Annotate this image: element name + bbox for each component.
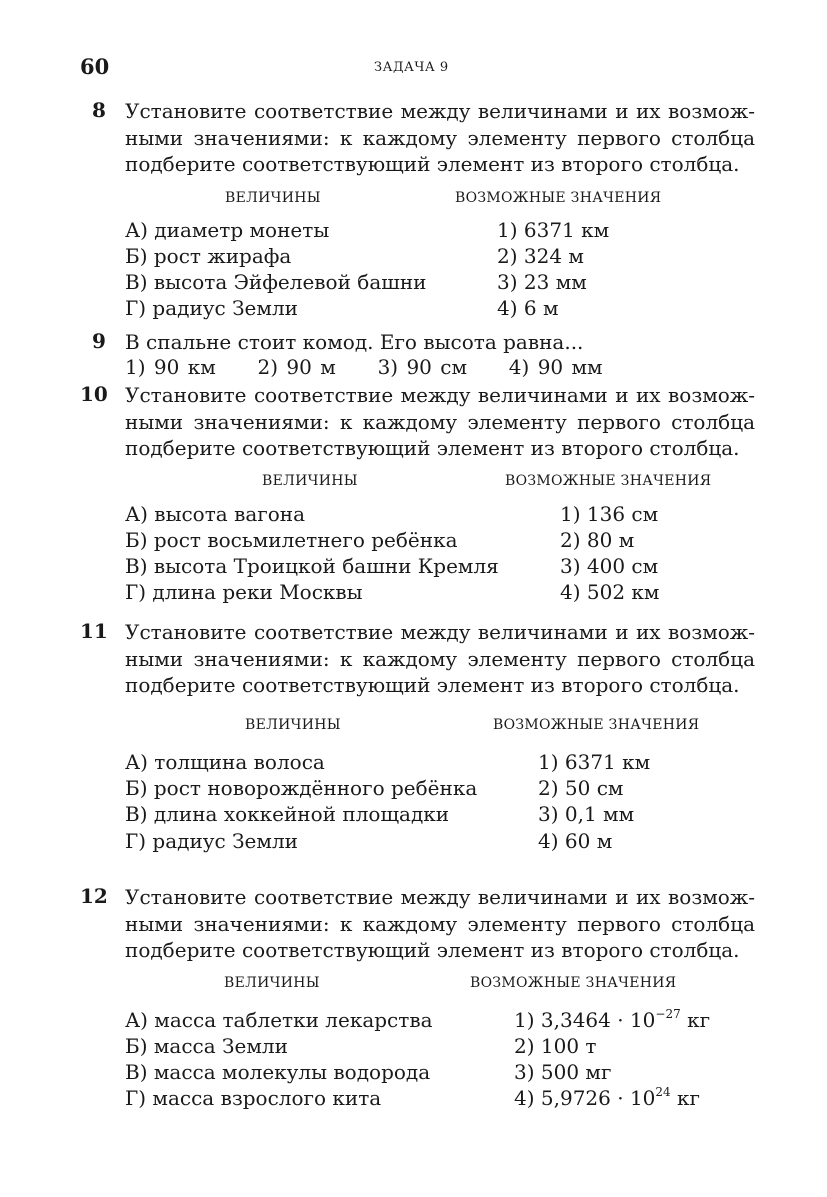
task-text-line: Установите соответствие между величинами и их возмож- (125, 383, 755, 407)
task-text-line: подберите соответствующий элемент из второго столбца. (125, 152, 740, 176)
running-head: ЗАДАЧА 9 (374, 60, 449, 75)
value-2: 2) 50 см (538, 776, 624, 800)
item-b: Б) рост жирафа (125, 244, 292, 268)
item-b: Б) рост новорождённого ребёнка (125, 776, 478, 800)
task-text-line: подберите соответствующий элемент из второго столбца. (125, 673, 740, 697)
value-1 (514, 1008, 710, 1032)
column-header-quantities: ВЕЛИЧИНЫ (245, 717, 341, 733)
task-text-line: ными значениями: к каждому элементу первого столбца (125, 125, 755, 150)
item-d: Г) длина реки Москвы (125, 580, 363, 604)
value-2: 2) 324 м (497, 244, 584, 268)
task-number: 11 (80, 619, 108, 643)
task-text (125, 382, 755, 462)
item-c: В) высота Эйфелевой башни (125, 270, 427, 294)
value-4: 4) 502 км (560, 580, 660, 604)
item-d: Г) радиус Земли (125, 296, 298, 320)
task-text-line: Установите соответствие между величинами и их возмож- (125, 885, 755, 909)
task-number: 12 (80, 884, 108, 908)
value-4 (514, 1086, 700, 1110)
value-mantissa: 4) 5,9726 · 10 (514, 1086, 656, 1110)
value-unit: кг (670, 1086, 701, 1110)
value-3: 3) 23 мм (497, 270, 587, 294)
task-text (125, 98, 755, 178)
column-header-quantities: ВЕЛИЧИНЫ (224, 975, 320, 991)
column-header-values: ВОЗМОЖНЫЕ ЗНАЧЕНИЯ (493, 717, 700, 733)
value-unit: кг (680, 1008, 711, 1032)
task-text-line: Установите соответствие между величинами и их возмож- (125, 99, 755, 123)
item-a: А) масса таблетки лекарства (125, 1008, 433, 1032)
task-text-line: В спальне стоит комод. Его высота равна... (125, 330, 584, 354)
column-header-quantities: ВЕЛИЧИНЫ (225, 190, 321, 206)
column-header-quantities: ВЕЛИЧИНЫ (262, 473, 358, 489)
column-header-values: ВОЗМОЖНЫЕ ЗНАЧЕНИЯ (455, 190, 662, 206)
item-c: В) длина хоккейной площадки (125, 802, 450, 826)
value-2: 2) 100 т (514, 1034, 597, 1058)
task-text-line: ными значениями: к каждому элементу первого столбца (125, 409, 755, 434)
item-b: Б) масса Земли (125, 1034, 288, 1058)
task-text-line: ными значениями: к каждому элементу первого столбца (125, 911, 755, 936)
value-1: 1) 6371 км (497, 218, 610, 242)
item-a: А) высота вагона (125, 502, 306, 526)
value-1: 1) 6371 км (538, 750, 651, 774)
value-4: 4) 6 м (497, 296, 559, 320)
task-text (125, 884, 755, 964)
value-4: 4) 60 м (538, 829, 613, 853)
value-1: 1) 136 см (560, 502, 659, 526)
item-c: В) высота Троицкой башни Кремля (125, 554, 499, 578)
value-3: 3) 400 см (560, 554, 659, 578)
task-number: 10 (80, 382, 108, 406)
task-text (125, 619, 755, 699)
item-d: Г) радиус Земли (125, 829, 298, 853)
value-2: 2) 80 м (560, 528, 635, 552)
task-text-line: ными значениями: к каждому элементу первого столбца (125, 646, 755, 671)
task-text-line: подберите соответствующий элемент из второго столбца. (125, 436, 740, 460)
item-c: В) масса молекулы водорода (125, 1060, 431, 1084)
value-3: 3) 500 мг (514, 1060, 612, 1084)
value-mantissa: 1) 3,3464 · 10 (514, 1008, 656, 1032)
answer-options: 1) 90 км 2) 90 м 3) 90 см 4) 90 мм (125, 355, 603, 379)
task-text-line: Установите соответствие между величинами и их возмож- (125, 620, 755, 644)
item-a: А) диаметр монеты (125, 218, 330, 242)
column-header-values: ВОЗМОЖНЫЕ ЗНАЧЕНИЯ (470, 975, 677, 991)
column-header-values: ВОЗМОЖНЫЕ ЗНАЧЕНИЯ (505, 473, 712, 489)
value-exponent: 24 (655, 1085, 671, 1099)
item-b: Б) рост восьмилетнего ребёнка (125, 528, 458, 552)
task-text-line: подберите соответствующий элемент из второго столбца. (125, 938, 740, 962)
value-exponent: −27 (655, 1007, 681, 1021)
item-a: А) толщина волоса (125, 750, 325, 774)
task-number: 8 (92, 98, 106, 122)
task-text (125, 329, 755, 356)
task-number: 9 (92, 329, 106, 353)
value-3: 3) 0,1 мм (538, 802, 635, 826)
page-number: 60 (80, 54, 110, 79)
item-d: Г) масса взрослого кита (125, 1086, 382, 1110)
